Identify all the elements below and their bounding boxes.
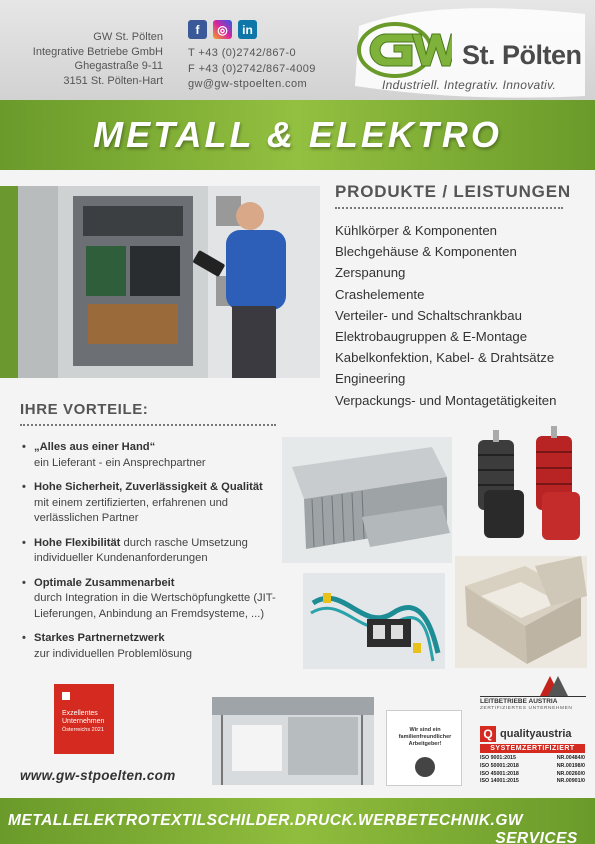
austria-eagle-icon [413,755,437,779]
address-line: Integrative Betriebe GmbH [32,45,163,58]
address-line: 3151 St. Pölten-Hart [63,74,163,87]
footer-link-textil[interactable]: TEXTIL [150,812,207,829]
leitbetriebe-logo [480,676,586,716]
iso-number: NR.00260/0 [556,770,585,777]
footer-link-schilder[interactable]: SCHILDER.DRUCK.WERBETECHNIK. [206,812,496,829]
social-icons [188,20,257,39]
iso-standard: ISO 50001:2018 [480,762,519,769]
list-item: Verteiler- und Schaltschrankbau [335,307,522,323]
qa-system: SYSTEMZERTIFIZIERT [480,744,585,753]
tagline: Industriell. Integrativ. Innovativ. [382,78,557,92]
list-item: • Optimale Zusammenarbeit durch Integration in die Wertschöpfungkette (JIT-Lieferungen, Anbindung an Fremdsysteme, ...) [22,576,282,623]
hero-photo-worker-cabinet [18,186,320,378]
iso-standard: ISO 45001:2018 [480,770,519,777]
list-item: • „Alles aus einer Hand“ ein Lieferant - ein Ansprechpartner [22,440,282,471]
page-title: METALL & ELEKTRO [93,114,502,155]
contact-info [188,46,316,93]
list-item: Kühlkörper & Komponenten [335,223,498,238]
phone: T +43 (0)2742/867-0 [188,47,296,59]
header [0,0,595,100]
advantages-list [22,440,282,671]
dotted-divider [335,207,563,209]
company-address [33,30,163,88]
iso-table [480,755,585,786]
list-item: Zerspanung [335,265,406,281]
heatsink-image [282,437,452,563]
footer-link-elektro[interactable]: ELEKTRO [72,812,151,829]
iso-number: NR.00901/0 [556,778,585,785]
gw-logo-mark [366,30,452,75]
products-list [335,220,556,411]
dotted-divider [20,424,276,426]
list-item: • Starkes Partnernetzwerk zur individuellen Problemlösung [22,631,282,662]
address-line: Ghegastraße 9-11 [74,60,163,72]
sheet-metal-housing-image [455,556,587,668]
leitbetriebe-name: LEITBETRIEBE AUSTRIA [480,696,586,705]
list-item: Blechgehäuse & Komponenten [335,244,517,260]
badge-line: Exzellentes [62,710,98,717]
family-friendly-badge [386,710,462,786]
footer-link-services[interactable]: GW SERVICES [495,812,578,844]
list-item: Kabelkonfektion, Kabel- & Drahtsätze [335,350,555,366]
list-item: • Hohe Flexibilität durch rasche Umsetzung individueller Kundenanforderungen [22,536,282,567]
facebook-icon[interactable]: f [188,20,207,39]
fax: F +43 (0)2742/867-4009 [188,62,316,75]
list-item: Crashelemente [335,286,425,302]
footer-bar [0,798,595,844]
title-banner [0,100,595,170]
email-link[interactable]: gw@gw-stpoelten.com [188,78,308,90]
list-item: • Hohe Sicherheit, Zuverlässigkeit & Qualität mit einem zertifizierten, erfahrenen und verlässlichen Partner [22,480,282,527]
badge-line: Unternehmen [62,718,105,725]
products-title: PRODUKTE / LEISTUNGEN [335,182,571,201]
list-item: Verpackungs- und Montagetätigkeiten [335,392,557,408]
address-line: GW St. Pölten [93,31,163,43]
footer-link-metall[interactable]: METALL [8,812,73,829]
website-link[interactable]: www.gw-stpoelten.com [20,768,176,783]
badge-logo-icon [62,692,70,700]
qa-logo-icon: Q [480,726,496,742]
green-edge [0,186,18,378]
crash-elements-image [458,420,588,550]
leitbetriebe-sub: ZERTIFIZIERTES UNTERNEHMEN [480,706,573,711]
list-item: Engineering [335,371,406,387]
factory-photo [212,697,374,785]
iso-number: NR.00484/0 [556,755,585,761]
badge-line: Wir sind ein [409,727,441,733]
qualityaustria-cert [480,726,585,788]
qa-name: qualityaustria [500,728,572,740]
leitbetriebe-mark-icon [540,676,568,696]
badge-line: familienfreundlicher [398,734,452,740]
badge-line: Arbeitgeber! [408,741,442,747]
list-item: Elektrobaugruppen & E-Montage [335,329,528,345]
iso-number: NR.00198/0 [556,762,585,769]
brand-name: St. Pölten [462,40,582,70]
advantages-title: IHRE VORTEILE: [20,401,149,418]
instagram-icon[interactable]: ◎ [213,20,232,39]
linkedin-icon[interactable]: in [238,20,257,39]
badge-line: Österreichs 2021 [62,727,104,733]
quality-excellence-badge [54,684,114,754]
iso-standard: ISO 14001:2015 [480,778,519,785]
cable-harness-image [303,573,445,669]
iso-standard: ISO 9001:2015 [480,755,516,761]
